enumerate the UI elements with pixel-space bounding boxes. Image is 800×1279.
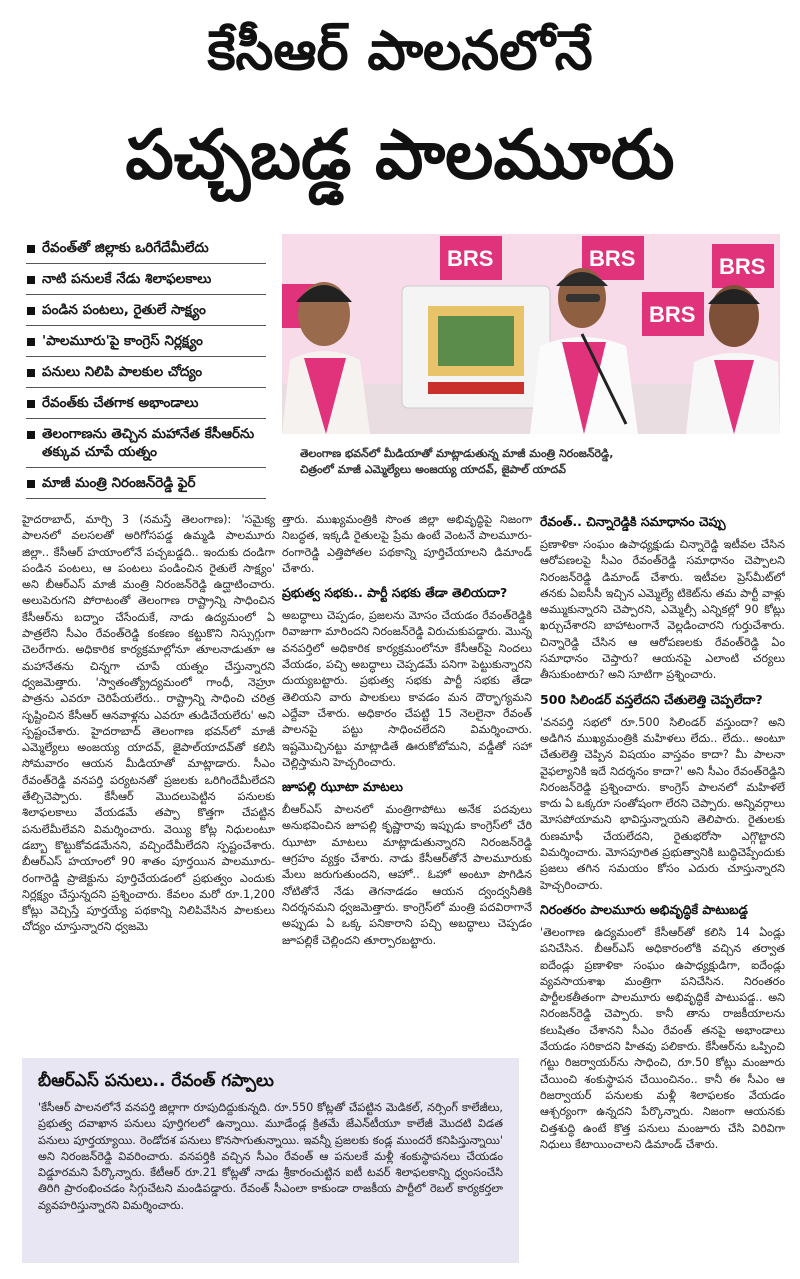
brs-banner-text: BRS (719, 254, 766, 279)
article-paragraph: బీఆర్‌ఎస్ పాలనలో మంత్రిగాపోటు అనేక పదవులు అనుభవించిన జూపల్లి కృష్ణారావు ఇప్పుడు కాంగ్రెస్‌లో చేరి ఝూటా మాటలు మాట్లాడుతున్నారని నిరంజన్‌రెడ్డి ఆగ్రహం వ్యక్తం చేశారు. నాడు కేసీఆర్‌తోనే పాలమూరుకు మేలు జరుగుతుందని, ఆహో.. ఓహో అంటూ పొగిడిన నోటితోనే నేడు తెగనాడడం ఆయన ద్వంద్వనీతికి నిదర్శనమని ధ్వజమెత్తారు. కాంగ్రెస్‌లో మంత్రి పదవిరాగానే అప్పుడు ఏ ఒక్క పనికారాని పచ్చి అబద్ధాలు చెప్పడం జూపల్లికే చెల్లిందని తూర్పారబట్టారు. (282, 803, 532, 947)
brs-banner-text: BRS (649, 302, 696, 327)
article-paragraph: అబద్ధాలు చెప్పడం, ప్రజలను మోసం చేయడం రేవంత్‌రెడ్డికి రివాజుగా మారిందని నిరంజన్‌రెడ్డి విరుచుకుపడ్డారు. మొన్న వనపర్తిలో అధికారిక కార్యక్రమంలోనూ కేసీఆర్‌పై నిందలు వేయడం, పచ్చి అబద్ధాలు చెప్పడమే పనిగా పెట్టుకున్నారని దుయ్యబట్టారు. ప్రభుత్వ సభకు పార్టీ సభకు తేడా తెలియని వారు పాలకులు కావడం మన దౌర్భాగ్యమని ఎద్దేవా చేశారు. అధికారం చేపట్టి 15 నెలలైనా రేవంత్ పాలనపై పట్టు సాధించలేదని విమర్శించారు. ఇష్టమొచ్చినట్టు మాట్లాడితే ఊరుకోబోమని, వడ్డీతో సహా చెల్లిస్తామని హెచ్చరించారు. (282, 609, 532, 769)
poster-board (402, 286, 550, 408)
subheading: ప్రభుత్వ సభకు.. పార్టీ సభకు తేడా తెలియదా? (282, 585, 508, 601)
subheading: రేవంత్.. చిన్నారెడ్డికి సమాధానం చెప్పు (540, 514, 726, 529)
highlight-item: 'పాలమూరు'పై కాంగ్రెస్ నిర్లక్ష్యం (26, 326, 266, 357)
caption-line-2: చిత్రంలో మాజీ ఎమ్మెల్యేలు అంజయ్య యాదవ్, జైపాల్ యాదవ్ (300, 463, 566, 476)
sidebar-box-body: 'కేసీఆర్ పాలనలోనే వనపర్తి జిల్లాగా రూపుదిద్దుకున్నది. రూ.550 కోట్లతో చేపట్టిన మెడికల్, నర్సింగ్ కాలేజీలు, ప్రభుత్వ దవాఖాన పనులు పూర్తిగలలో ఉన్నాయి. మూడేండ్ల క్రితమే జేఎన్‌టీయూ కాలేజీ మొదటి విడత పనులు పూర్తయ్యాయి. రెండోదశ పనులు కొనసాగుతున్నాయి. ఇవన్నీ ప్రజలకు కండ్ల ముందరే కనిపిస్తున్నాయి' అని నిరంజన్‌రెడ్డి వివరించారు. వనపర్తికి వచ్చిన సీఎం రేవంత్ ఆ పనులకే మళ్లీ శంకుస్థాపనలు చేయడం విడ్డూరమని పేర్కొన్నారు. కేటీఆర్ రూ.21 కోట్లతో నాడు శ్రీకారంచుట్టిన ఐటీ టవర్ శిలాఫలకాన్ని ధ్వంసంచేసి తిరిగి ప్రారంభించడం సిగ్గుచేటని మండిపడ్డారు. రేవంత్ సీఎంలా కాకుండా రాజకీయ పార్టీలో రెబల్ కార్యకర్తలా వ్యవహరిస్తున్నారని విమర్శించారు. (38, 1101, 503, 1212)
subheading: 500 సిలిండర్ వస్తలేదని చేతులెత్తి చెప్పలేదా? (540, 691, 763, 707)
highlight-item: మాజీ మంత్రి నిరంజన్‌రెడ్డి ఫైర్ (26, 468, 266, 499)
brs-banner-text: BRS (447, 246, 494, 271)
photo-caption (300, 446, 770, 478)
article-paragraph: హైదరాబాద్, మార్చి 3 (నమస్తే తెలంగాణ): 'సమైక్య పాలనలో వలసలతో అరిగోసపడ్డ ఉమ్మడి పాలమూరు జిల్లా.. కేసీఆర్ హయాంలోనే పచ్చబడ్డది.. ఇందుకు దండిగా పండిన పంటలు, ఆ పంటలు పండించిన రైతులే సాక్ష్యం' అని బీఆర్‌ఎస్ మాజీ మంత్రి నిరంజన్‌రెడ్డి ఉద్ఘాటించారు. అలుపెరుగని పోరాటంతో తెలంగాణ రాష్ట్రాన్ని సాధించిన కేసీఆర్‌ను బద్నాం చేసేందుకే, నాడు ఉద్యమంలో ఏ పాత్రలేని సీఎం రేవంత్‌రెడ్డి కంకణం కట్టుకొని నిస్సుగ్గుగా చెలరేగారు. అధికారిక కార్యక్రమాల్లోనూ తూలనాడుతూ ఆ మహానేతను చిన్నగా చూపే యత్నం చేస్తున్నారని ధ్వజమెత్తారు. 'స్వాతంత్య్రోద్యమంలో గాంధీ, నెహ్రూ పాత్రను ఎవరూ చెరిపేయలేరు.. రాష్ట్రాన్ని సాధించి చరిత్ర సృష్టించిన కేసీఆర్ ఆనవాళ్లను ఎవరూ తుడిచేయలేరు' అని స్పష్టంచేశారు. హైదరాబాద్ తెలంగాణ భవన్‌లో మాజీ ఎమ్మెల్యేలు అంజయ్య యాదవ్, జైపాల్‌యాదవ్‌తో కలిసి సోమవారం ఆయన మీడియాతో మాట్లాడారు. సీఎం రేవంత్‌రెడ్డి వనపర్తి పర్యటనతో ప్రజలకు ఒరిగిందేమీలేదని తేల్చిచెప్పారు. కేసీఆర్ మొదలుపెట్టిన పనులకు శిలాఫలకాలు వేయడమే తప్పా కొత్తగా చేపట్టిన పనులేమీలేవని విమర్శించారు. వెయ్యి కోట్ల నిధులంటూ డబ్బా కొట్టుకోవడమేనని, వచ్చిందేమీలేదని స్పష్టంచేశారు. బీఆర్‌ఎస్ హయాంలో 90 శాతం పూర్తయిన పాలమూరు-రంగారెడ్డి ప్రాజెక్టును పూర్తిచేయడంలో ప్రభుత్వం ఎందుకు నిర్లక్ష్యం చేస్తున్నదని ప్రశ్నించారు. కేవలం మరో రూ.1,200 కోట్లు వెచ్చిస్తే పూర్తయ్యే పథకాన్ని నిలిపివేసిన పాలకులు చోద్యం చూస్తున్నారని ధ్వజమె (22, 513, 275, 934)
press-meet-photo (282, 234, 780, 434)
sidebar-box (22, 1058, 519, 1263)
article-column-2 (282, 512, 532, 1057)
highlights-list (26, 233, 266, 499)
article-column-3 (540, 512, 785, 1267)
highlight-item: పనులు నిలిపి పాలకుల చోద్యం (26, 357, 266, 388)
headline-line-1: కేసీఆర్ పాలనలోనే (207, 19, 593, 82)
headline-line-2: పచ్చబడ్డ పాలమూరు (125, 116, 675, 195)
highlight-item: రేవంత్‌తో జిల్లాకు ఒరిగేదేమీలేదు (26, 233, 266, 264)
article-column-1 (22, 512, 275, 1052)
brs-banner-text: BRS (589, 246, 636, 271)
article-paragraph: ప్రణాళికా సంఘం ఉపాధ్యక్షుడు చిన్నారెడ్డి ఇటీవల చేసిన ఆరోపణలపై సీఎం రేవంత్‌రెడ్డి సమాధానం చెప్పాలని నిరంజన్‌రెడ్డి డిమాండ్ చేశారు. ఇటీవల ప్రెస్‌మీట్‌లో తనకు ఏఐసీసీ ఇచ్చిన ఎమ్మెల్యే టికెట్‌ను తమ పార్టీ వాళ్లు అమ్ముకున్నారని చెప్పారని, ఎమ్మెల్సీ ఎన్నికల్లో 90 కోట్లు ఖర్చుచేశారని బాహాటంగానే వెల్లడించారని గుర్తుచేశారు. చిన్నారెడ్డి చేసిన ఆ ఆరోపణలకు రేవంత్‌రెడ్డి ఏం సమాధానం చెప్తారు? ఆయనపై ఎలాంటి చర్యలు తీసుకుంటారు? అని సూటిగా ప్రశ్నించారు. (540, 538, 785, 682)
press-meet-illustration (282, 234, 780, 434)
sidebar-box-title: బీఆర్‌ఎస్ పనులు.. రేవంత్ గప్పాలు (38, 1071, 274, 1091)
article-paragraph: 'తెలంగాణ ఉద్యమంలో కేసీఆర్‌తో కలిసి 14 ఏండ్లు పనిచేసిన. బీఆర్‌ఎస్ అధికారంలోకి వచ్చిన తర్వాత ఐదేండ్లు ప్రణాళికా సంఘం ఉపాధ్యక్షుడిగా, ఐదేండ్లు వ్యవసాయశాఖ మంత్రిగా పనిచేసిన. నిరంతరం పార్టీలకతీతంగా పాలమూరు అభివృద్ధికే పాటుపడ్డ.. అని నిరంజన్‌రెడ్డి చెప్పారు. కానీ తాను రాజకీయాలను కలుషితం చేశానని సీఎం రేవంత్ తనపై అభాండాలు వేయడం సరికాదని హితవు పలికారు. కేసీఆర్‌ను ఒప్పించి గట్టు రిజర్వాయర్‌ను సాధించి, రూ.50 కోట్లు మంజూరు చేయించి శంకుస్థాపన చేయించినం.. కానీ ఈ సీఎం ఆ రిజర్వాయర్ పనులకు మళ్లీ శిలాఫలకం వేయడం ఆశ్చర్యంగా ఉన్నదని పేర్కొన్నారు. నిజంగా ఆయనకు చిత్తశుద్ధి ఉంటే కొత్త పనులు మంజూరు చేసి విరివిగా నిధులు కేటాయించాలని డిమాండ్ చేశారు. (540, 925, 785, 1151)
highlight-item: నాటి పనులకే నేడు శిలాఫలకాలు (26, 264, 266, 295)
subheading: జూపల్లి ఝూటా మాటలు (282, 779, 403, 795)
highlight-item: పండిన పంటలు, రైతులే సాక్ష్యం (26, 295, 266, 326)
highlight-item: రేవంత్‌కు చేతగాక అభాండాలు (26, 388, 266, 419)
caption-line-1: తెలంగాణ భవన్‌లో మీడియాతో మాట్లాడుతున్న మాజీ మంత్రి నిరంజన్‌రెడ్డి, (300, 447, 614, 460)
article-paragraph: 'వనపర్తి సభలో రూ.500 సిలిండర్ వస్తుందా? అని అడిగిన ముఖ్యమంత్రికి మహిళలు లేదు.. లేదు.. అంటూ చేతులెత్తి చెప్పిన విషయం వాస్తవం కాదా? మీ పాలనా వైఫల్యానికి ఇదే నిదర్శనం కాదా?' అని సీఎం రేవంత్‌రెడ్డిని నిరంజన్‌రెడ్డి ప్రశ్నించారు. కాంగ్రెస్ పాలనలో మహిళలే కాదు ఏ ఒక్కరూ సంతోషంగా లేరని చెప్పారు. అన్నివర్గాలు మోసపోయామని భావిస్తున్నాయని తెలిపారు. రైతులకు రుణమాఫీ చేయలేదని, రైతుభరోసా ఎగ్గొట్టారని విమర్శించారు. మోసపూరిత ప్రభుత్వానికి బుద్ధిచెప్పేందుకు ప్రజలు తగిన సమయం కోసం ఎదురు చూస్తున్నారని హెచ్చరించారు. (540, 715, 785, 892)
subheading: నిరంతరం పాలమూరు అభివృద్ధికే పాటుబడ్డ (540, 901, 748, 917)
highlight-item: తెలంగాణను తెచ్చిన మహానేత కేసీఆర్‌ను తక్కువ చూపే యత్నం (26, 419, 266, 468)
article-paragraph: త్తారు. ముఖ్యమంత్రికి సొంత జిల్లా అభివృద్ధిపై నిజంగా నిబద్ధత, ఇక్కడి రైతులపై ప్రేమ ఉంటే వెంటనే పాలమూరు-రంగారెడ్డి ఎత్తిపోతల పథకాన్ని పూర్తిచేయాలని డిమాండ్ చేశారు. (282, 513, 532, 575)
